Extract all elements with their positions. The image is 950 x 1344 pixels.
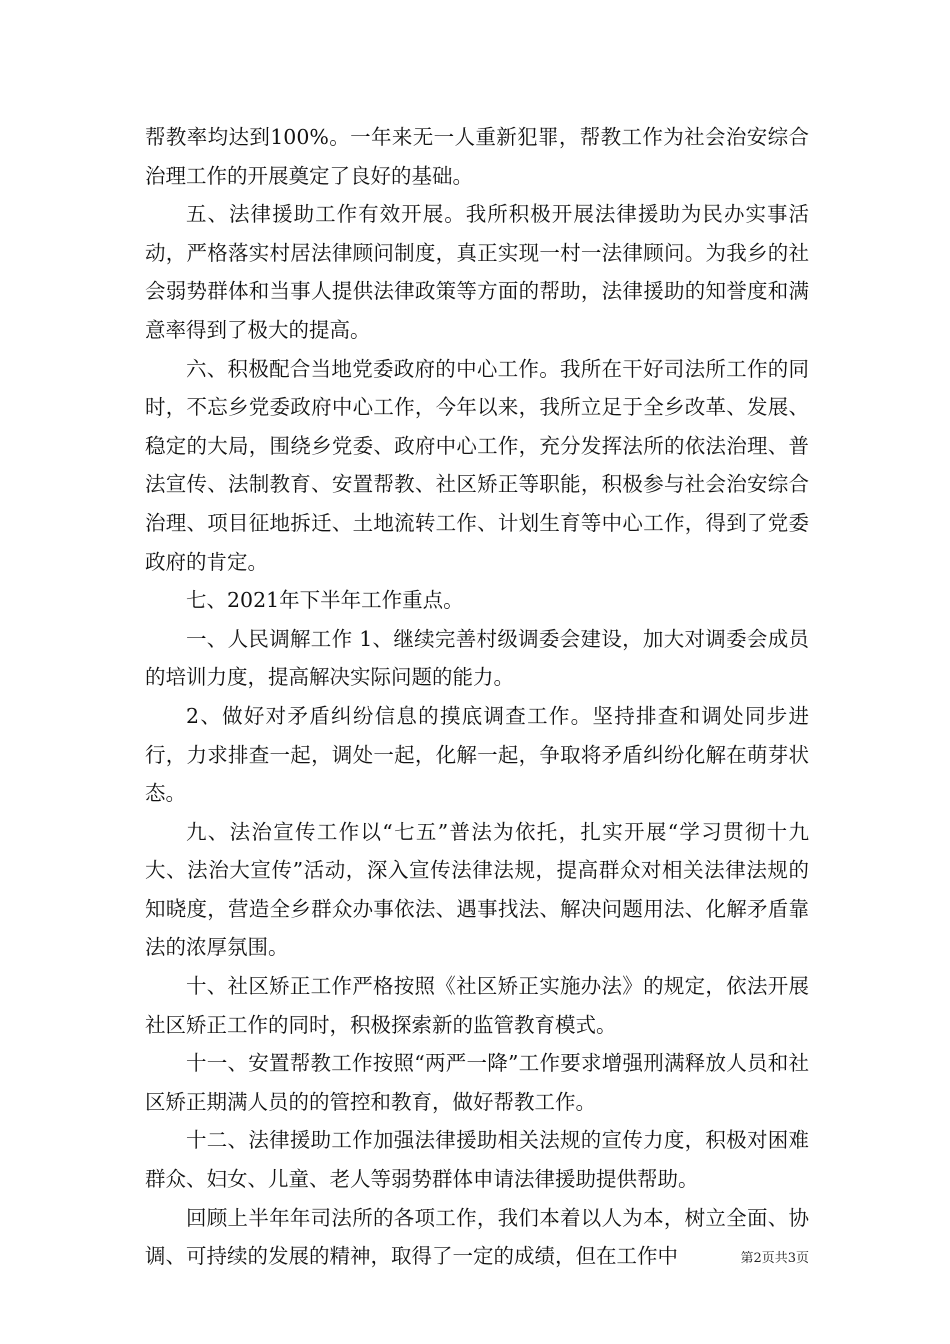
paragraph-6: 2、做好对矛盾纠纷信息的摸底调查工作。坚持排查和调处同步进行，力求排查一起，调处一起，化解一起，争取将矛盾纠纷化解在萌芽状态。 <box>145 703 809 806</box>
paragraph-7: 九、法治宣传工作以“七五”普法为依托，扎实开展“学习贯彻十九大、法治大宣传”活动，深入宣传法律法规，提高群众对相关法律法规的知晓度，营造全乡群众办事依法、遇事找法、解决问题用法、化解矛盾靠法的浓厚氛围。 <box>145 819 809 960</box>
paragraph-3: 六、积极配合当地党委政府的中心工作。我所在干好司法所工作的同时，不忘乡党委政府中心工作，今年以来，我所立足于全乡改革、发展、稳定的大局，围绕乡党委、政府中心工作，充分发挥法所的依法治理、普法宣传、法制教育、安置帮教、社区矫正等职能，积极参与社会治安综合治理、项目征地拆迁、土地流转工作、计划生育等中心工作，得到了党委政府的肯定。 <box>145 356 809 574</box>
paragraph-11: 回顾上半年年司法所的各项工作，我们本着以人为本，树立全面、协调、可持续的发展的精神，取得了一定的成绩，但在工作中 <box>145 1205 809 1269</box>
paragraph-8: 十、社区矫正工作严格按照《社区矫正实施办法》的规定，依法开展社区矫正工作的同时，积极探索新的监管教育模式。 <box>145 974 809 1037</box>
paragraph-9: 十一、安置帮教工作按照“两严一降”工作要求增强刑满释放人员和社区矫正期满人员的的管控和教育，做好帮教工作。 <box>145 1051 809 1114</box>
document-body <box>145 118 809 1276</box>
paragraph-5: 一、人民调解工作 1、继续完善村级调委会建设，加大对调委会成员的培训力度，提高解决实际问题的能力。 <box>145 626 809 690</box>
paragraph-10: 十二、法律援助工作加强法律援助相关法规的宣传力度，积极对困难群众、妇女、儿童、老人等弱势群体申请法律援助提供帮助。 <box>145 1128 809 1192</box>
paragraph-1: 帮教率均达到100%。一年来无一人重新犯罪，帮教工作为社会治安综合治理工作的开展奠定了良好的基础。 <box>145 125 809 188</box>
page-number: 第2页共3页 <box>740 1251 809 1266</box>
paragraph-4: 七、2021年下半年工作重点。 <box>186 588 464 613</box>
paragraph-2: 五、法律援助工作有效开展。我所积极开展法律援助为民办实事活动，严格落实村居法律顾问制度，真正实现一村一法律顾问。为我乡的社会弱势群体和当事人提供法律政策等方面的帮助，法律援助的知誉度和满意率得到了极大的提高。 <box>145 202 809 342</box>
